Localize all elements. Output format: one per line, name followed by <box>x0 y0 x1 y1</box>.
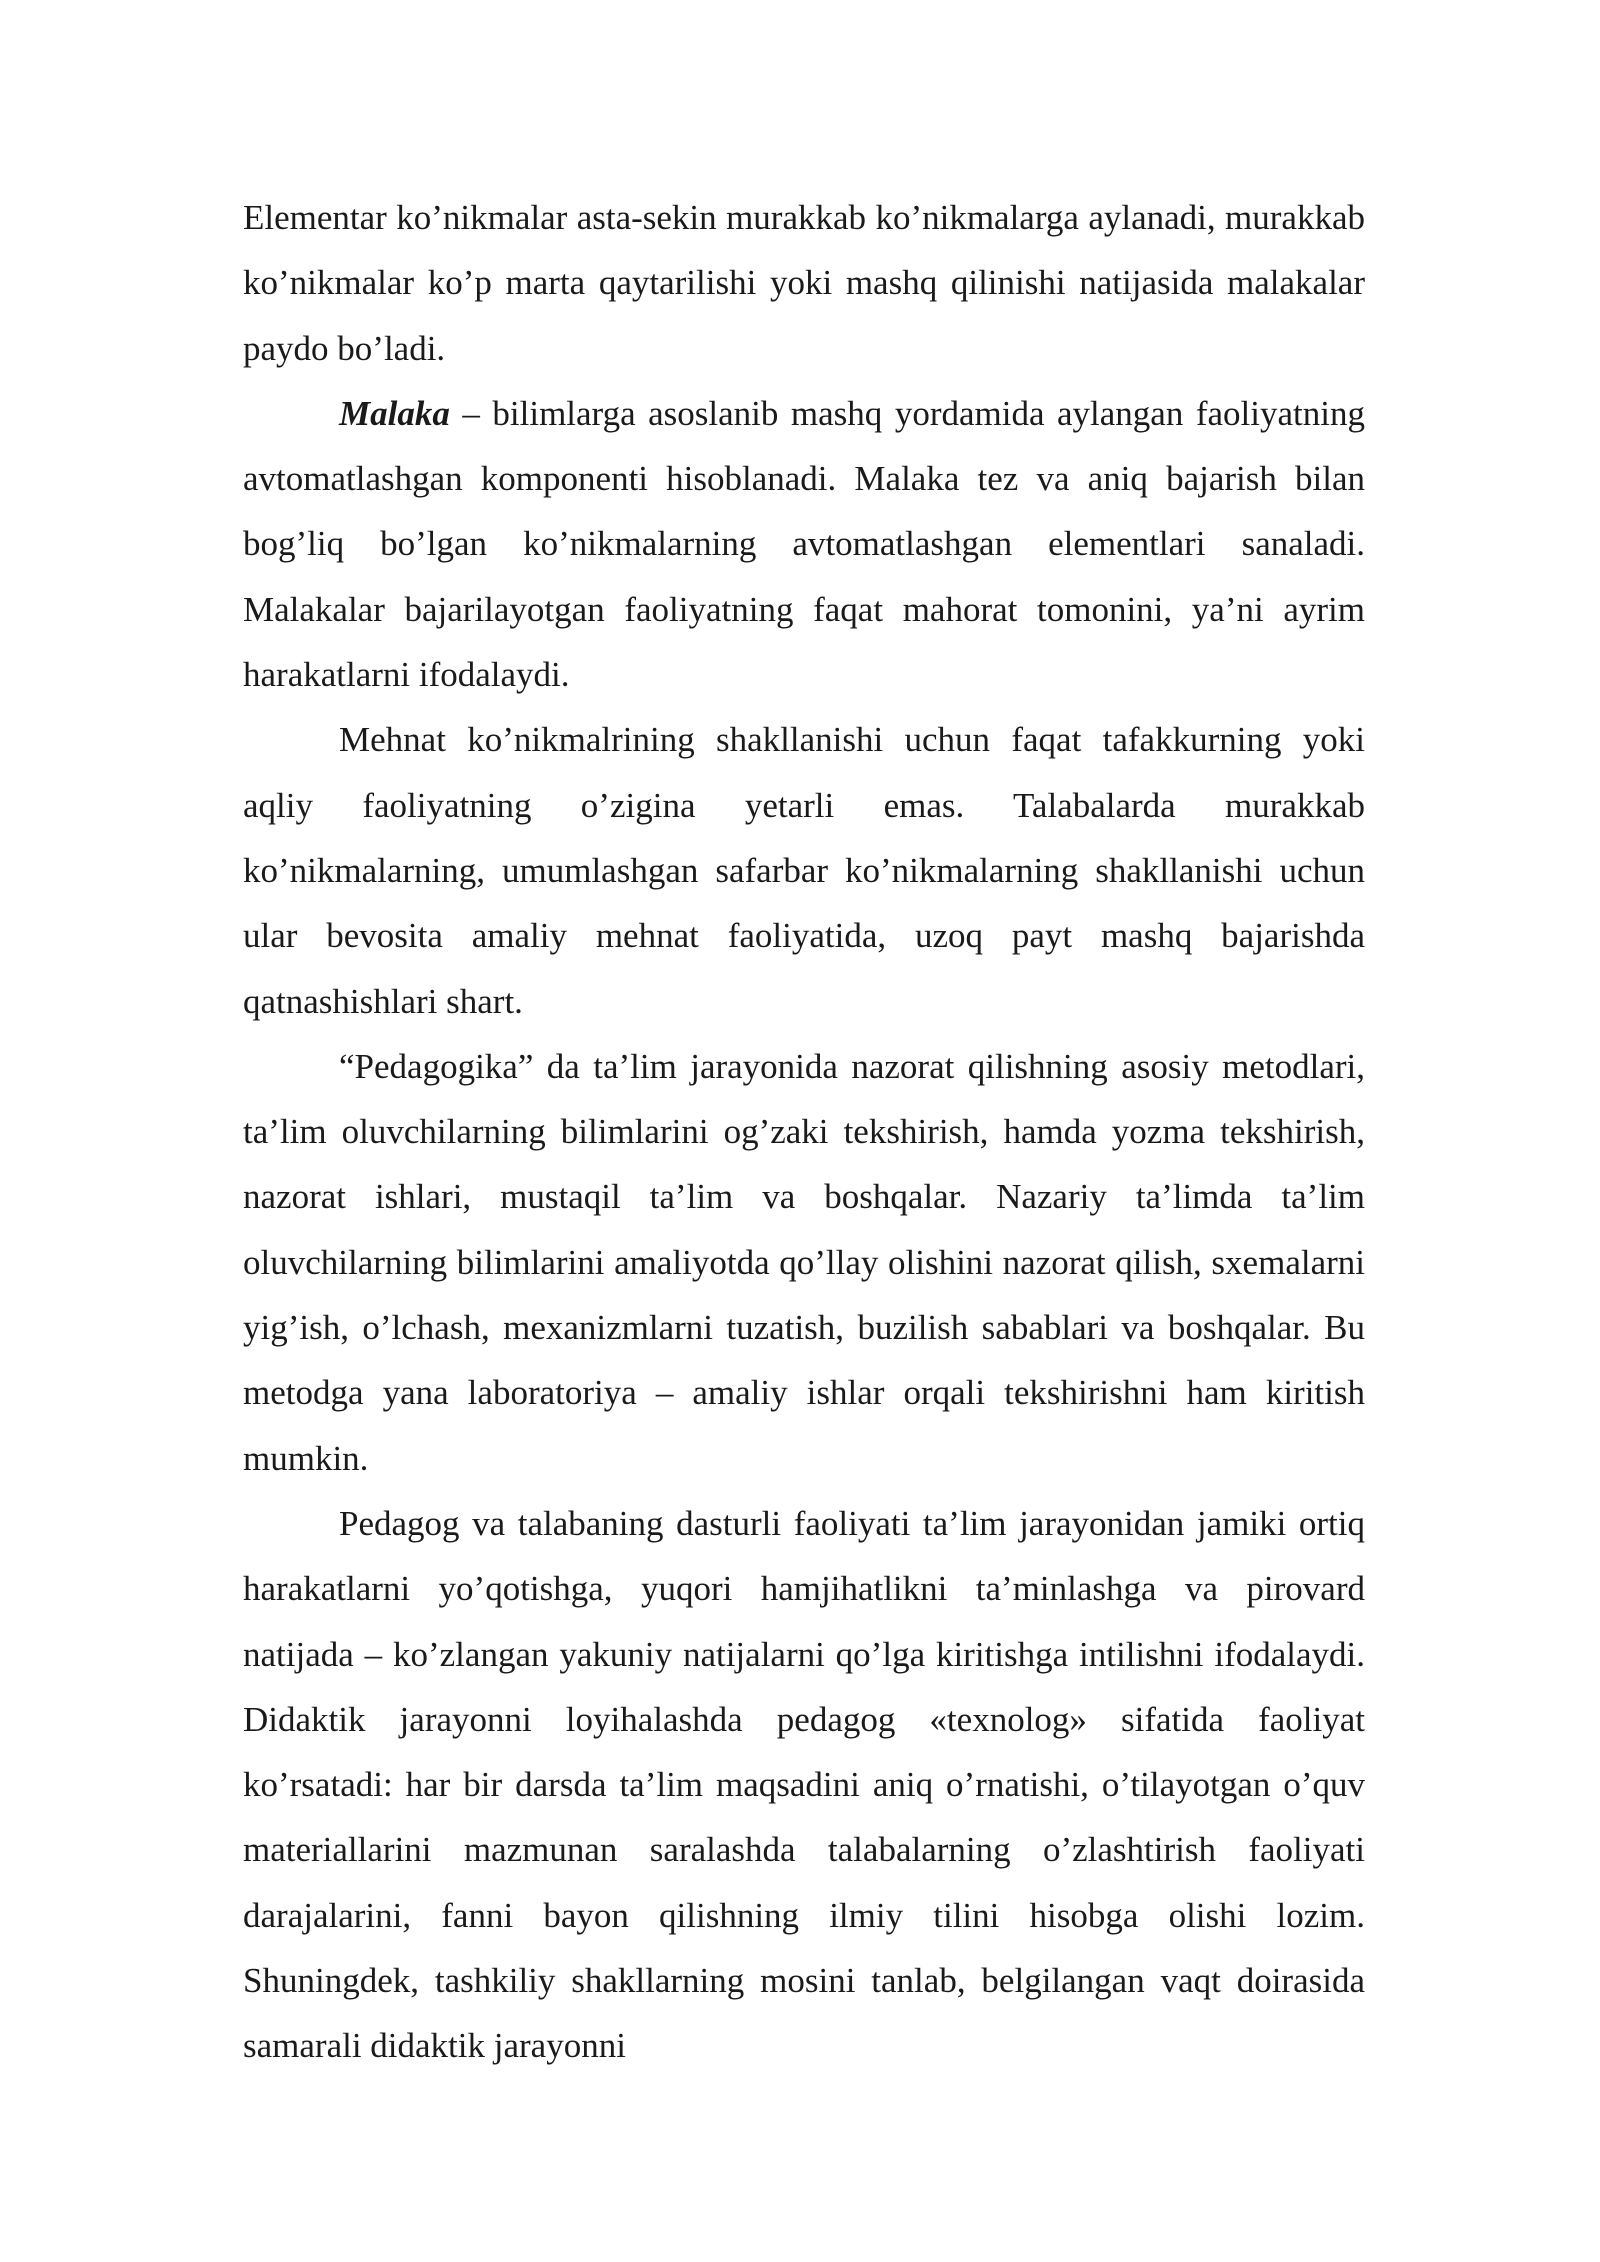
paragraph-4 <box>243 1034 1365 1491</box>
paragraph-5 <box>243 1491 1365 2079</box>
paragraph-1 <box>243 185 1365 381</box>
paragraph-2-text: – bilimlarga asoslanib mashq yordamida aylangan faoliyatning avtomatlashgan komponenti hisoblanadi. Malaka tez va aniq bajarish bilan bog’liq bo’lgan ko’nikmalarning avtomatlashgan elementlari sanaladi. Malakalar bajarilayotgan faoliyatning faqat mahorat tomonini, ya’ni ayrim harakatlarni ifodalaydi. <box>243 393 1365 695</box>
document-page <box>243 185 1365 2079</box>
paragraph-3 <box>243 707 1365 1033</box>
paragraph-1-text: Elementar ko’nikmalar asta-sekin murakkab ko’nikmalarga aylanadi, murakkab ko’nikmalar ko’p marta qaytarilishi yoki mashq qilinishi natijasida malakalar paydo bo’ladi. <box>243 198 1365 368</box>
term-malaka: Malaka <box>339 393 450 433</box>
paragraph-3-text: Mehnat ko’nikmalrining shakllanishi uchun faqat tafakkurning yoki aqliy faoliyatning o’zigina yetarli emas. Talabalarda murakkab ko’nikmalarning, umumlashgan safarbar ko’nikmalarning shakllanishi uchun ular bevosita amaliy mehnat faoliyatida, uzoq payt mashq bajarishda qatnashishlari shart. <box>243 720 1365 1021</box>
paragraph-5-text: Pedagog va talabaning dasturli faoliyati ta’lim jarayonidan jamiki ortiq harakatlarni yo’qotishga, yuqori hamjihatlikni ta’minlashga va pirovard natijada – ko’zlangan yakuniy natijalarni qo’lga kiritishga intilishni ifodalaydi. Didaktik jarayonni loyihalashda pedagog «texnolog» sifatida faoliyat ko’rsatadi: har bir darsda ta’lim maqsadini aniq o’rnatishi, o’tilayotgan o’quv materiallarini mazmunan saralashda talabalarning o’zlashtirish faoliyati darajalarini, fanni bayon qilishning ilmiy tilini hisobga olishi lozim. Shuningdek, tashkiliy shakllarning mosini tanlab, belgilangan vaqt doirasida samarali didaktik jarayonni <box>243 1503 1365 2066</box>
paragraph-4-text: “Pedagogika” da ta’lim jarayonida nazorat qilishning asosiy metodlari, ta’lim oluvchilarning bilimlarini og’zaki tekshirish, hamda yozma tekshirish, nazorat ishlari, mustaqil ta’lim va boshqalar. Nazariy ta’limda ta’lim oluvchilarning bilimlarini amaliyotda qo’llay olishini nazorat qilish, sxemalarni yig’ish, o’lchash, mexanizmlarni tuzatish, buzilish sabablari va boshqalar. Bu metodga yana laboratoriya – amaliy ishlar orqali tekshirishni ham kiritish mumkin. <box>243 1046 1365 1478</box>
paragraph-2 <box>243 381 1365 707</box>
